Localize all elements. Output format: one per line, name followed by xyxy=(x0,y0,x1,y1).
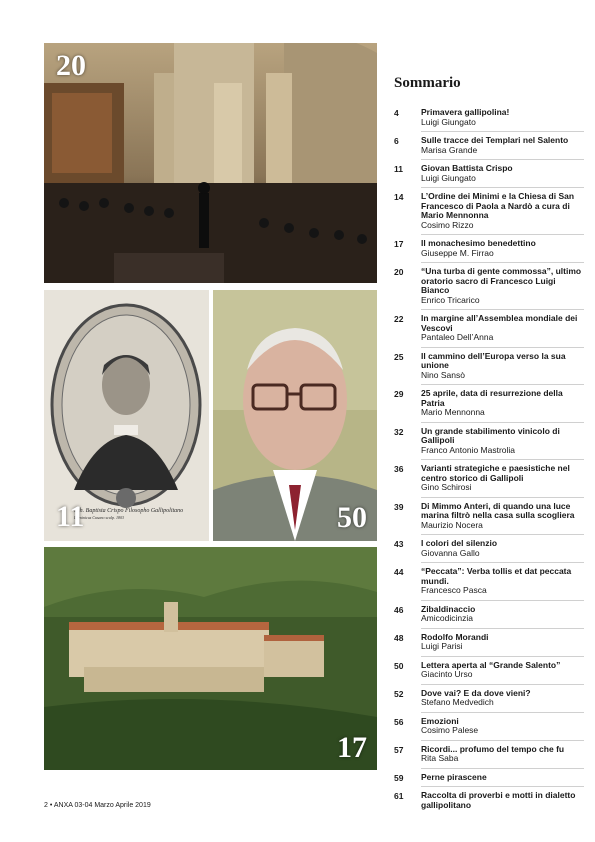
monastery-photo xyxy=(44,547,377,770)
toc-entry-title: “Peccata”: Verba tollis et dat peccata mundi. xyxy=(421,566,572,586)
toc-entry-author: Luigi Giungato xyxy=(421,116,476,127)
toc-entry-author: Giacinto Urso xyxy=(421,669,473,679)
toc-entry-page: 36 xyxy=(394,464,404,474)
toc-entry[interactable] xyxy=(394,192,584,230)
toc-entry-title: “Una turba di gente commossa”, ultimo oratorio sacro di Francesco Luigi Bianco xyxy=(421,266,582,295)
toc-entry-page: 32 xyxy=(394,426,404,437)
toc-entry-author: Gino Schirosi xyxy=(421,482,472,492)
toc-entry[interactable] xyxy=(394,661,584,680)
toc-entry[interactable] xyxy=(394,773,584,783)
toc-entry[interactable] xyxy=(394,567,584,596)
toc-entry-page: 39 xyxy=(394,501,404,512)
toc-entry-page: 46 xyxy=(394,604,404,615)
toc-entry-page: 25 xyxy=(394,351,404,362)
toc-entry-title: Primavera gallipolina! xyxy=(421,107,510,117)
toc-entry-page: 14 xyxy=(394,192,404,202)
toc-entry-author: Amicodicinzia xyxy=(421,613,473,623)
photo-page-number: 11 xyxy=(56,500,85,533)
toc-entry-page: 20 xyxy=(394,267,404,277)
toc-entry-page: 11 xyxy=(394,164,403,174)
toc-entry[interactable] xyxy=(394,267,584,305)
toc-divider xyxy=(421,347,584,348)
toc-entry[interactable] xyxy=(394,745,584,764)
toc-entry[interactable] xyxy=(394,164,584,183)
toc-title: Sommario xyxy=(394,75,461,91)
photo-page-number: 20 xyxy=(56,49,86,82)
toc-entry[interactable] xyxy=(394,717,584,736)
toc-entry-title: In margine all’Assemblea mondiale dei Vescovi xyxy=(421,313,578,333)
toc-divider xyxy=(421,262,584,263)
toc-divider xyxy=(421,562,584,563)
toc-entry[interactable] xyxy=(394,539,584,558)
toc-entry-title: Zibaldinaccio xyxy=(421,603,476,614)
concert-photo-image xyxy=(44,43,377,283)
engraving-caption-title: Joh. Baptista Crispo Filosopho Gallipolitano xyxy=(74,508,184,514)
toc-divider xyxy=(421,309,584,310)
engraving-caption xyxy=(74,508,194,520)
monastery-image xyxy=(44,547,377,770)
toc-divider xyxy=(421,628,584,629)
toc-entry-page: 52 xyxy=(394,688,404,699)
toc-entry-author: Francesco Pasca xyxy=(421,585,487,595)
toc-entry-author: Marisa Grande xyxy=(421,144,478,155)
toc-entry-title: Rodolfo Morandi xyxy=(421,631,489,642)
toc-entry[interactable] xyxy=(394,633,584,652)
toc-entry-author: Enrico Tricarico xyxy=(421,294,480,305)
toc-entry-page: 4 xyxy=(394,108,399,118)
toc-entry-title: Ricordi... profumo del tempo che fu xyxy=(421,743,565,754)
toc-entry-title: Sulle tracce dei Templari nel Salento xyxy=(421,135,569,145)
toc-divider xyxy=(421,712,584,713)
toc-divider xyxy=(421,422,584,423)
toc-entry-author: Giovanna Gallo xyxy=(421,547,480,558)
toc-entry-title: Di Mimmo Anteri, di quando una luce marina filtrò nella casa sulla scogliera xyxy=(421,500,575,520)
toc-divider xyxy=(421,234,584,235)
toc-entry-author: Cosimo Palese xyxy=(421,725,479,735)
toc-entry-title: Perne pirascene xyxy=(421,771,487,782)
toc-entry-title: Un grande stabilimento vinicolo di Gallipoli xyxy=(421,425,560,445)
toc-divider xyxy=(421,740,584,741)
toc-entry-page: 29 xyxy=(394,389,404,399)
toc-entry[interactable] xyxy=(394,791,584,810)
toc-divider xyxy=(421,159,584,160)
toc-entry-title: I colori del silenzio xyxy=(421,538,498,548)
toc-entry-author: Stefano Medvedich xyxy=(421,697,494,707)
toc-entry[interactable] xyxy=(394,464,584,493)
toc-entry-author: Cosimo Rizzo xyxy=(421,219,474,230)
toc-entry-page: 44 xyxy=(394,567,404,577)
toc-divider xyxy=(421,656,584,657)
toc-entry[interactable] xyxy=(394,605,584,624)
toc-entry[interactable] xyxy=(394,427,584,456)
engraving-caption-engraver: Dominicus Cusano sculp. 1803 xyxy=(74,515,124,520)
toc-entry-page: 48 xyxy=(394,632,404,643)
toc-entry-title: Raccolta di proverbi e motti in dialetto gallipolitano xyxy=(421,790,576,810)
toc-entry-author: Mario Mennonna xyxy=(421,407,485,417)
toc-entry-author: Pantaleo Dell’Anna xyxy=(421,332,494,342)
toc-entry-title: Varianti strategiche e paesistiche nel centro storico di Gallipoli xyxy=(421,463,570,483)
toc-entry-title: Il cammino dell’Europa verso la sua unione xyxy=(421,350,566,370)
engraving-photo xyxy=(44,290,209,541)
toc-entry-title: Il monachesimo benedettino xyxy=(421,238,536,248)
toc-divider xyxy=(421,684,584,685)
concert-photo xyxy=(44,43,377,283)
toc-entry-page: 59 xyxy=(394,772,404,783)
toc-entry-author: Giuseppe M. Firrao xyxy=(421,247,494,258)
toc-divider xyxy=(421,768,584,769)
toc-entry-title: Lettera aperta al “Grande Salento” xyxy=(421,659,561,670)
toc-entry-author: Luigi Giungato xyxy=(421,172,476,183)
photo-page-number: 50 xyxy=(337,501,367,534)
toc-entry-author: Luigi Parisi xyxy=(421,641,463,651)
toc-divider xyxy=(421,534,584,535)
toc-entry-author: Maurizio Nocera xyxy=(421,519,483,530)
toc-entry-page: 17 xyxy=(394,239,404,249)
toc-entry[interactable] xyxy=(394,314,584,343)
table-of-contents xyxy=(394,76,584,810)
toc-entry-title: Dove vai? E da dove vieni? xyxy=(421,687,531,698)
toc-entry-page: 61 xyxy=(394,791,404,801)
toc-entry-author: Rita Saba xyxy=(421,753,459,763)
toc-list xyxy=(394,108,584,810)
portrait-photo xyxy=(213,290,377,541)
toc-entry[interactable] xyxy=(394,502,584,531)
photo-page-number: 17 xyxy=(337,731,367,764)
toc-entry-page: 43 xyxy=(394,539,404,549)
toc-entry[interactable] xyxy=(394,689,584,708)
toc-divider xyxy=(421,131,584,132)
toc-divider xyxy=(421,187,584,188)
toc-entry[interactable] xyxy=(394,352,584,381)
toc-entry[interactable] xyxy=(394,239,584,258)
toc-divider xyxy=(421,497,584,498)
toc-entry[interactable] xyxy=(394,389,584,418)
toc-divider xyxy=(421,786,584,787)
toc-entry-title: Giovan Battista Crispo xyxy=(421,163,513,173)
toc-entry-author: Nino Sansò xyxy=(421,369,465,380)
toc-entry-page: 57 xyxy=(394,744,404,755)
toc-entry-title: L’Ordine dei Minimi e la Chiesa di San Francesco di Paola a Nardò a cura di Mario Mennonna xyxy=(421,191,575,220)
toc-entry-title: Emozioni xyxy=(421,715,459,726)
toc-divider xyxy=(421,600,584,601)
toc-divider xyxy=(421,459,584,460)
toc-entry-page: 6 xyxy=(394,136,399,146)
toc-entry-page: 22 xyxy=(394,314,404,324)
toc-divider xyxy=(421,384,584,385)
toc-entry-author: Franco Antonio Mastrolia xyxy=(421,444,516,455)
toc-entry[interactable] xyxy=(394,108,584,127)
toc-entry[interactable] xyxy=(394,136,584,155)
toc-entry-title: 25 aprile, data di resurrezione della Patria xyxy=(421,388,563,408)
toc-entry-page: 50 xyxy=(394,660,404,671)
toc-entry-page: 56 xyxy=(394,716,404,727)
page-footer: 2 • ANXA 03-04 Marzo Aprile 2019 xyxy=(44,802,151,809)
